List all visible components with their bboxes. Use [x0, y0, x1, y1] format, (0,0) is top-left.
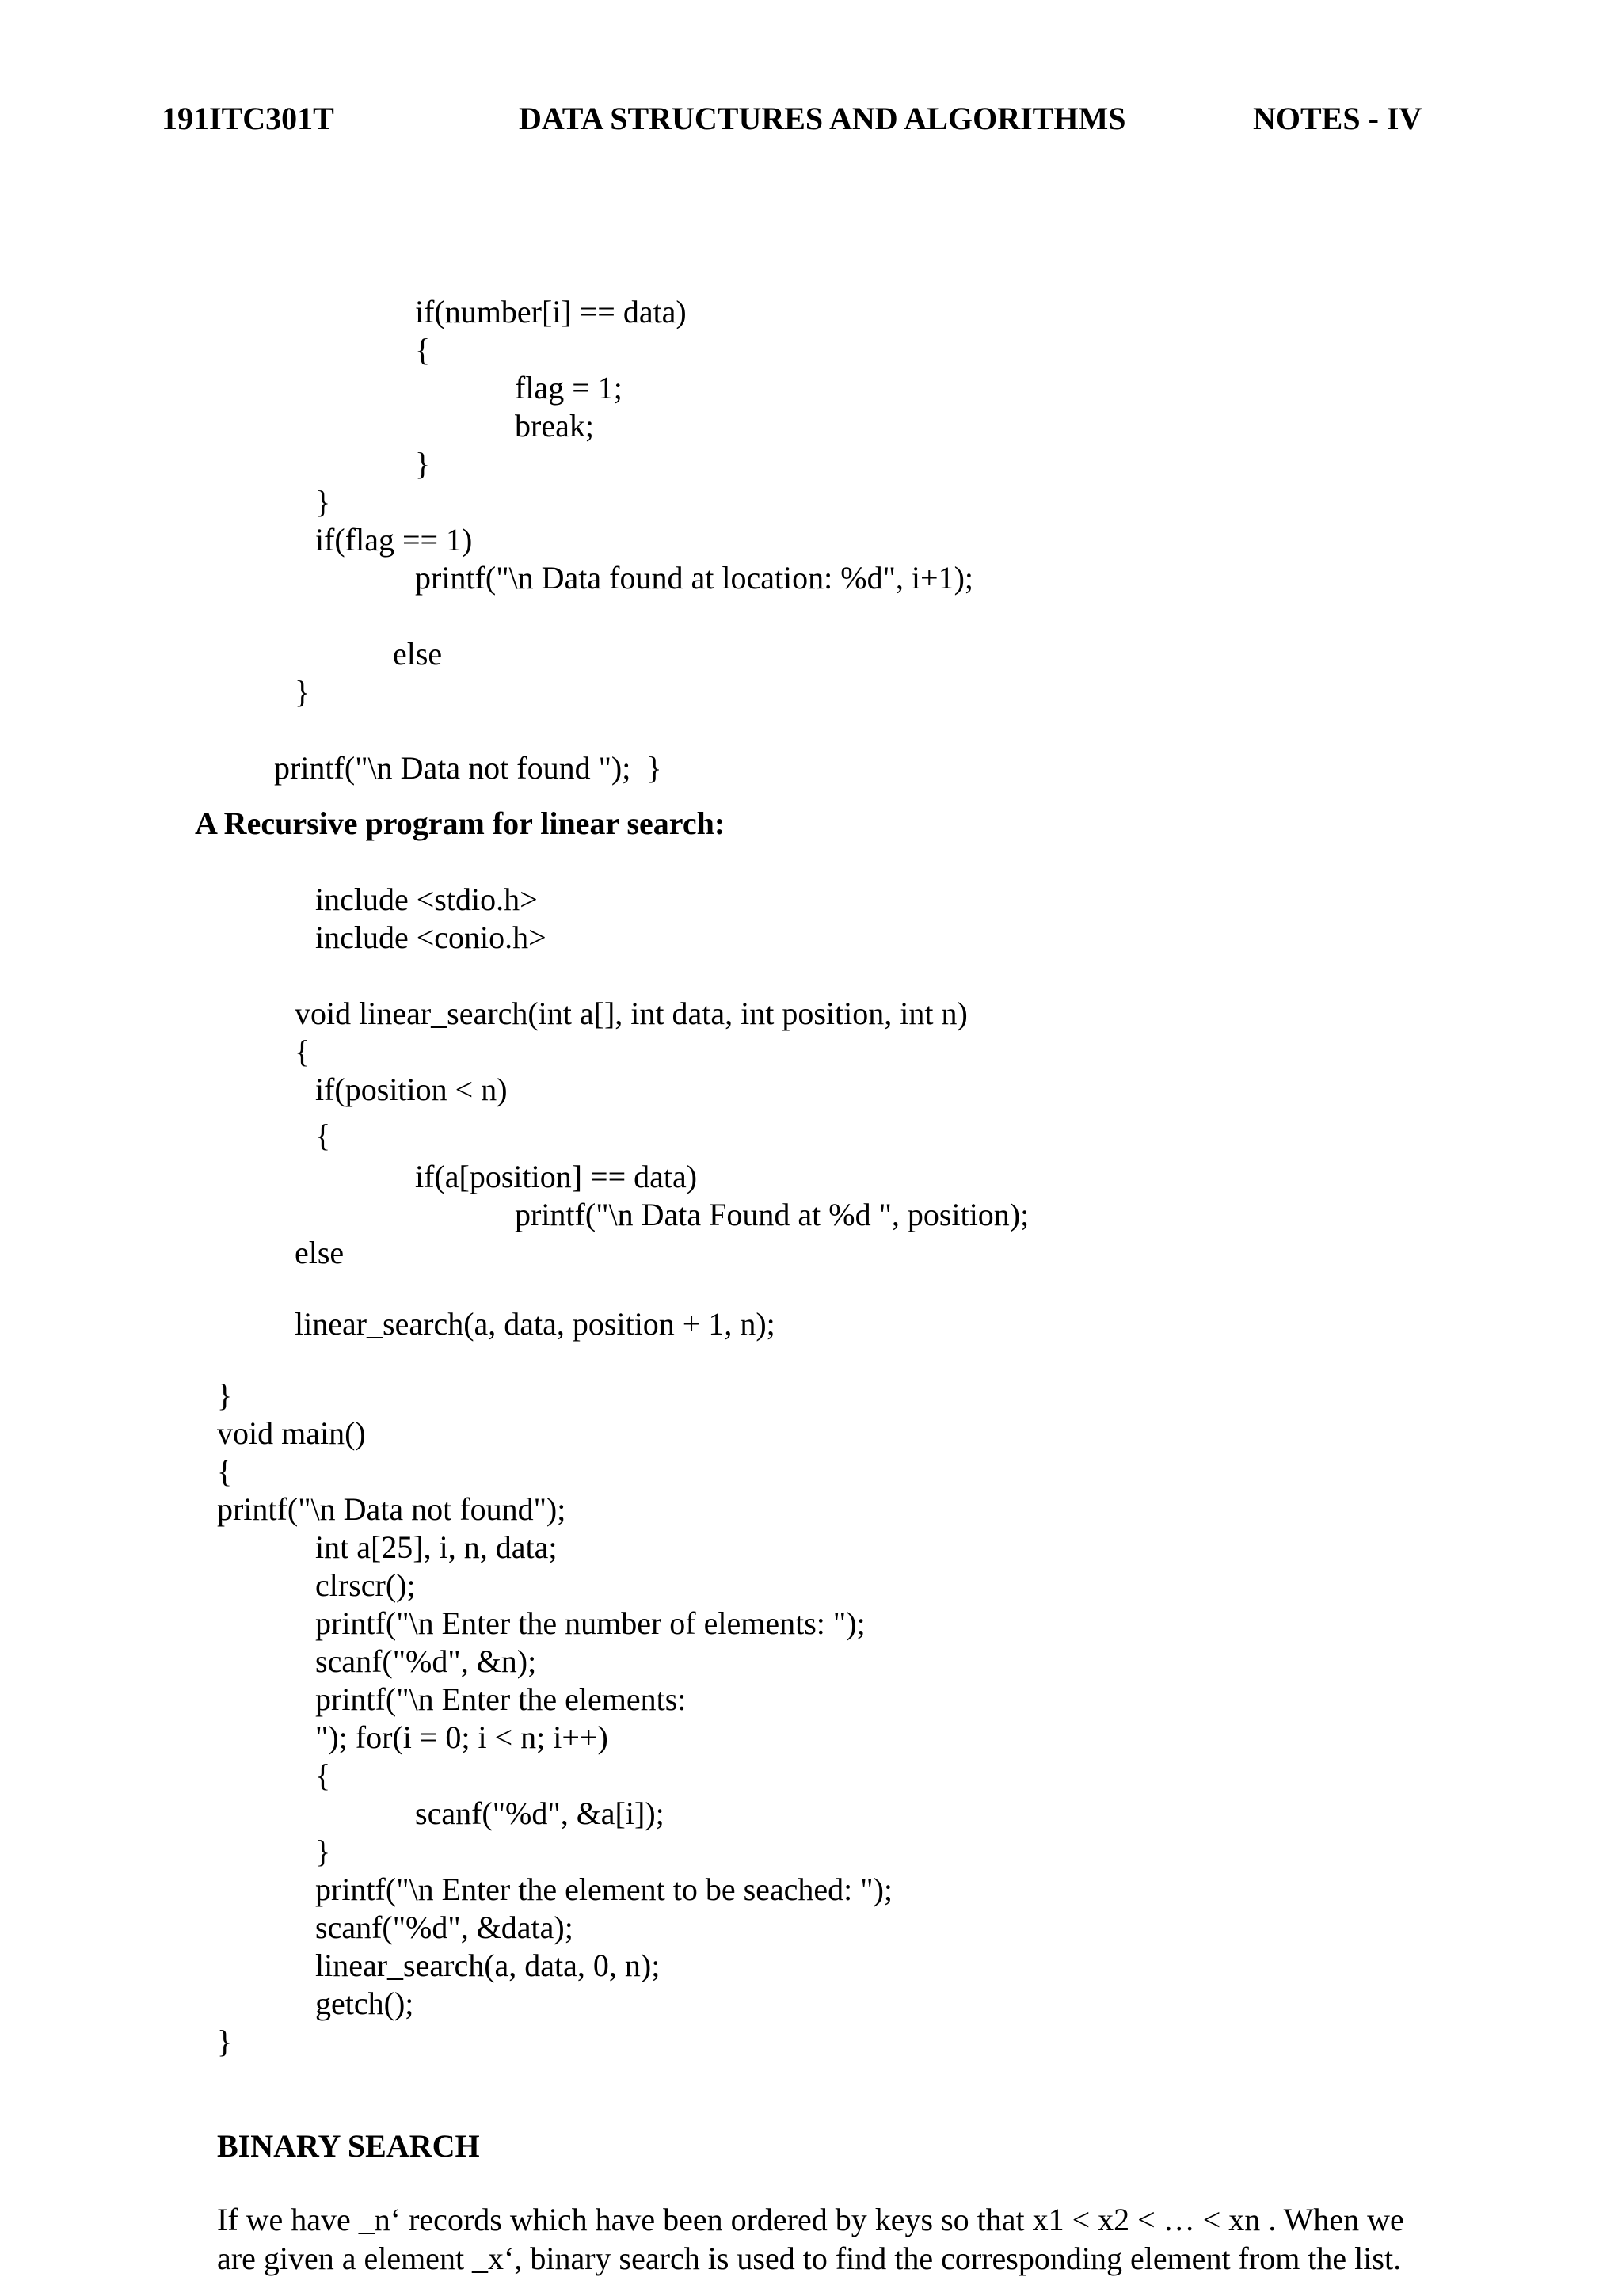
binary-search-paragraph-line: If we have _n‘ records which have been ordered by keys so that x1 < x2 < … < xn . When we [217, 2202, 1404, 2237]
code-line: { [315, 1118, 331, 1153]
code-line: printf("\n Data found at location: %d", i+1); [415, 560, 974, 596]
code-line: int a[25], i, n, data; [315, 1529, 558, 1565]
code-line: clrscr(); [315, 1567, 416, 1603]
code-line: printf("\n Data not found"); [217, 1491, 566, 1527]
code-line: } [295, 674, 310, 710]
code-line: linear_search(a, data, position + 1, n); [295, 1306, 775, 1342]
code-line: printf("\n Data Found at %d ", position); [515, 1197, 1030, 1232]
code-line: printf("\n Enter the element to be seached: "); [315, 1871, 893, 1907]
binary-search-paragraph-line: are given a element _x‘, binary search is used to find the corresponding element from the list. [217, 2241, 1402, 2276]
code-line: { [415, 332, 431, 367]
code-line: include <stdio.h> [315, 881, 538, 917]
code-line: include <conio.h> [315, 920, 546, 955]
code-line: getch(); [315, 1986, 414, 2021]
code-line: break; [515, 408, 594, 444]
code-line: scanf("%d", &a[i]); [415, 1795, 664, 1831]
code-line: "); for(i = 0; i < n; i++) [315, 1719, 608, 1755]
code-line: printf("\n Enter the elements: [315, 1681, 687, 1717]
notes-label: NOTES - IV [1253, 101, 1422, 136]
code-line: void main() [217, 1415, 366, 1451]
code-line: } [415, 446, 431, 482]
course-code: 191ITC301T [162, 101, 334, 136]
code-line: if(a[position] == data) [415, 1159, 698, 1194]
code-line: } [217, 2024, 233, 2059]
code-line: } [217, 1377, 233, 1413]
code-line: else [295, 1235, 345, 1270]
code-line: scanf("%d", &n); [315, 1643, 537, 1679]
code-line: printf("\n Enter the number of elements: "); [315, 1605, 866, 1641]
code-line: } [315, 1833, 331, 1869]
code-line: } [315, 484, 331, 520]
code-line: { [217, 1453, 233, 1489]
recursive-heading: A Recursive program for linear search: [195, 805, 725, 841]
code-line: if(flag == 1) [315, 522, 473, 558]
code-line: if(position < n) [315, 1072, 508, 1107]
code-line: { [295, 1034, 310, 1069]
code-line: void linear_search(int a[], int data, int position, int n) [295, 996, 968, 1031]
code-line: linear_search(a, data, 0, n); [315, 1948, 661, 1983]
code-line: flag = 1; [515, 370, 623, 406]
course-title: DATA STRUCTURES AND ALGORITHMS [519, 101, 1126, 136]
binary-search-heading: BINARY SEARCH [217, 2128, 480, 2164]
code-line: scanf("%d", &data); [315, 1910, 573, 1945]
code-line: printf("\n Data not found "); } [274, 750, 662, 786]
code-line: if(number[i] == data) [415, 294, 687, 329]
code-line: else [393, 636, 443, 672]
code-line: { [315, 1757, 331, 1793]
